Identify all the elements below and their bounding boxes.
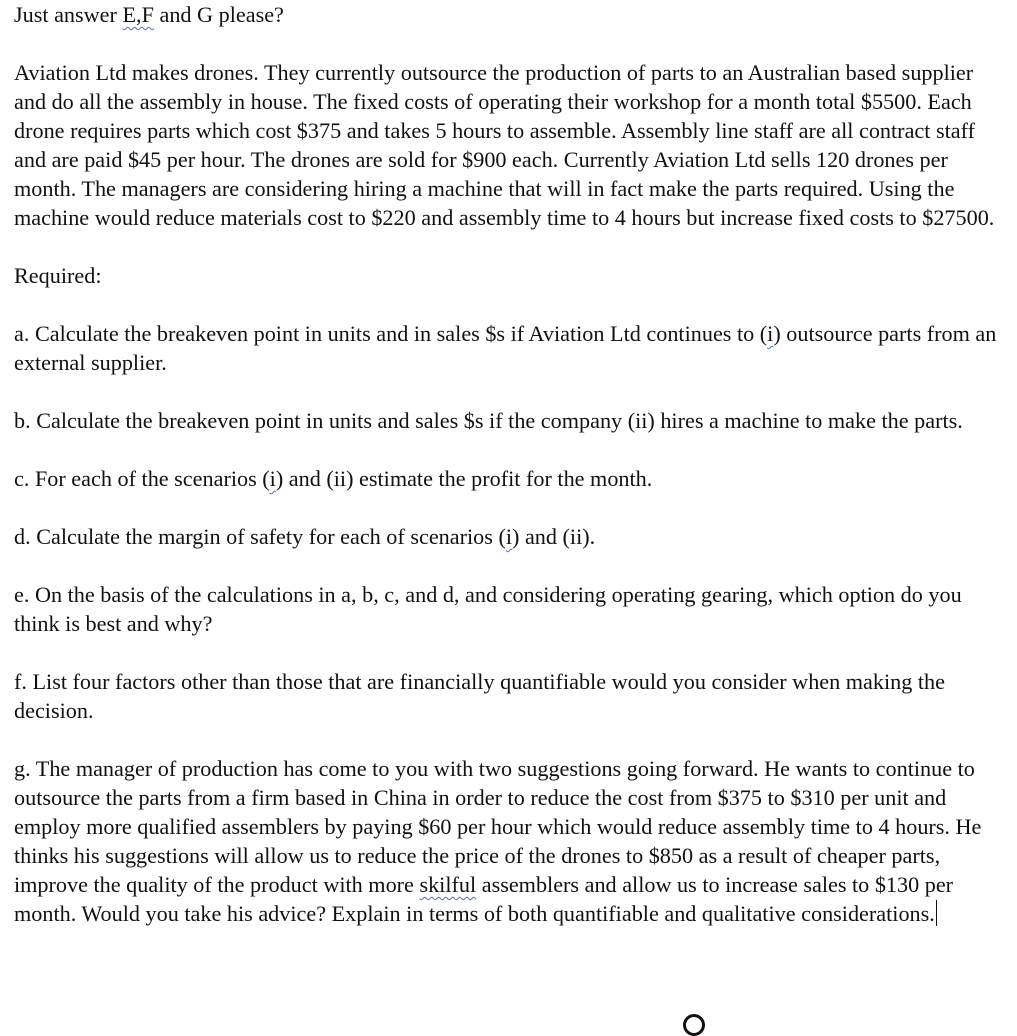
text-caret [936, 900, 938, 926]
question-a-text-end: ) outsource parts from an external supplier. [14, 321, 997, 375]
question-g-text-end: assemblers and allow us to increase sales to $130 per month. Would you take his advice? Explain in terms of both quantifiable and qualitative considerations. [14, 872, 954, 926]
blank-line [14, 551, 999, 580]
spellcheck-marked-word[interactable]: E,F [122, 2, 154, 27]
blank-line [14, 493, 999, 522]
question-a-text: a. Calculate the breakeven point in units and in sales $s if Aviation Ltd continues to ( [14, 321, 768, 346]
blank-line [14, 638, 999, 667]
blank-line [14, 435, 999, 464]
required-heading: Required: [14, 263, 102, 288]
question-d [14, 522, 999, 551]
question-c-text-end: ) and (ii) estimate the profit for the month. [275, 466, 653, 491]
spellcheck-marked-word[interactable]: i [767, 321, 774, 346]
document-body[interactable] [14, 0, 999, 928]
blank-line [14, 725, 999, 754]
header-prefix: Just answer [14, 2, 123, 27]
intro-paragraph: Aviation Ltd makes drones. They currently outsource the production of parts to an Australian based supplier and do all the assembly in house. The fixed costs of operating their workshop for a month total $5500. Each drone requires parts which cost $375 and takes 5 hours to assemble. Assembly line staff are all contract staff and are paid $45 per hour. The drones are sold for $900 each. Currently Aviation Ltd sells 120 drones per month. The managers are considering hiring a machine that will in fact make the parts required. Using the machine would reduce materials cost to $220 and assembly time to 4 hours but increase fixed costs to $27500. [14, 60, 995, 230]
question-g-text: g. The manager of production has come to you with two suggestions going forward. He wants to continue to outsource the parts from a firm based in China in order to reduce the cost from $375 to $310 per unit and employ more qualified assemblers by paying $60 per hour which would reduce assembly time to 4 hours. He thinks his suggestions will allow us to reduce the price of the drones to $850 as a result of cheaper parts, improve the quality of the product with more [14, 756, 982, 897]
blank-line [14, 290, 999, 319]
question-g [14, 754, 999, 928]
question-c [14, 464, 999, 493]
header-line [14, 0, 999, 29]
spellcheck-marked-word[interactable]: skilful [419, 872, 477, 897]
blank-line [14, 232, 999, 261]
blank-line [14, 377, 999, 406]
question-a [14, 319, 999, 377]
mouse-cursor-icon [683, 1014, 705, 1036]
question-d-text: d. Calculate the margin of safety for each of scenarios ( [14, 524, 506, 549]
question-d-text-end: ) and (ii). [512, 524, 596, 549]
question-c-text: c. For each of the scenarios ( [14, 466, 270, 491]
blank-line [14, 29, 999, 58]
header-suffix: and G please? [153, 2, 284, 27]
spellcheck-marked-word[interactable]: i [505, 524, 513, 549]
question-e: e. On the basis of the calculations in a, b, c, and d, and considering operating gearing, which option do you think is best and why? [14, 582, 962, 636]
question-b: b. Calculate the breakeven point in units and sales $s if the company (ii) hires a machine to make the parts. [14, 408, 963, 433]
question-f: f. List four factors other than those that are financially quantifiable would you consider when making the decision. [14, 669, 945, 723]
spellcheck-marked-word[interactable]: i [269, 466, 276, 491]
